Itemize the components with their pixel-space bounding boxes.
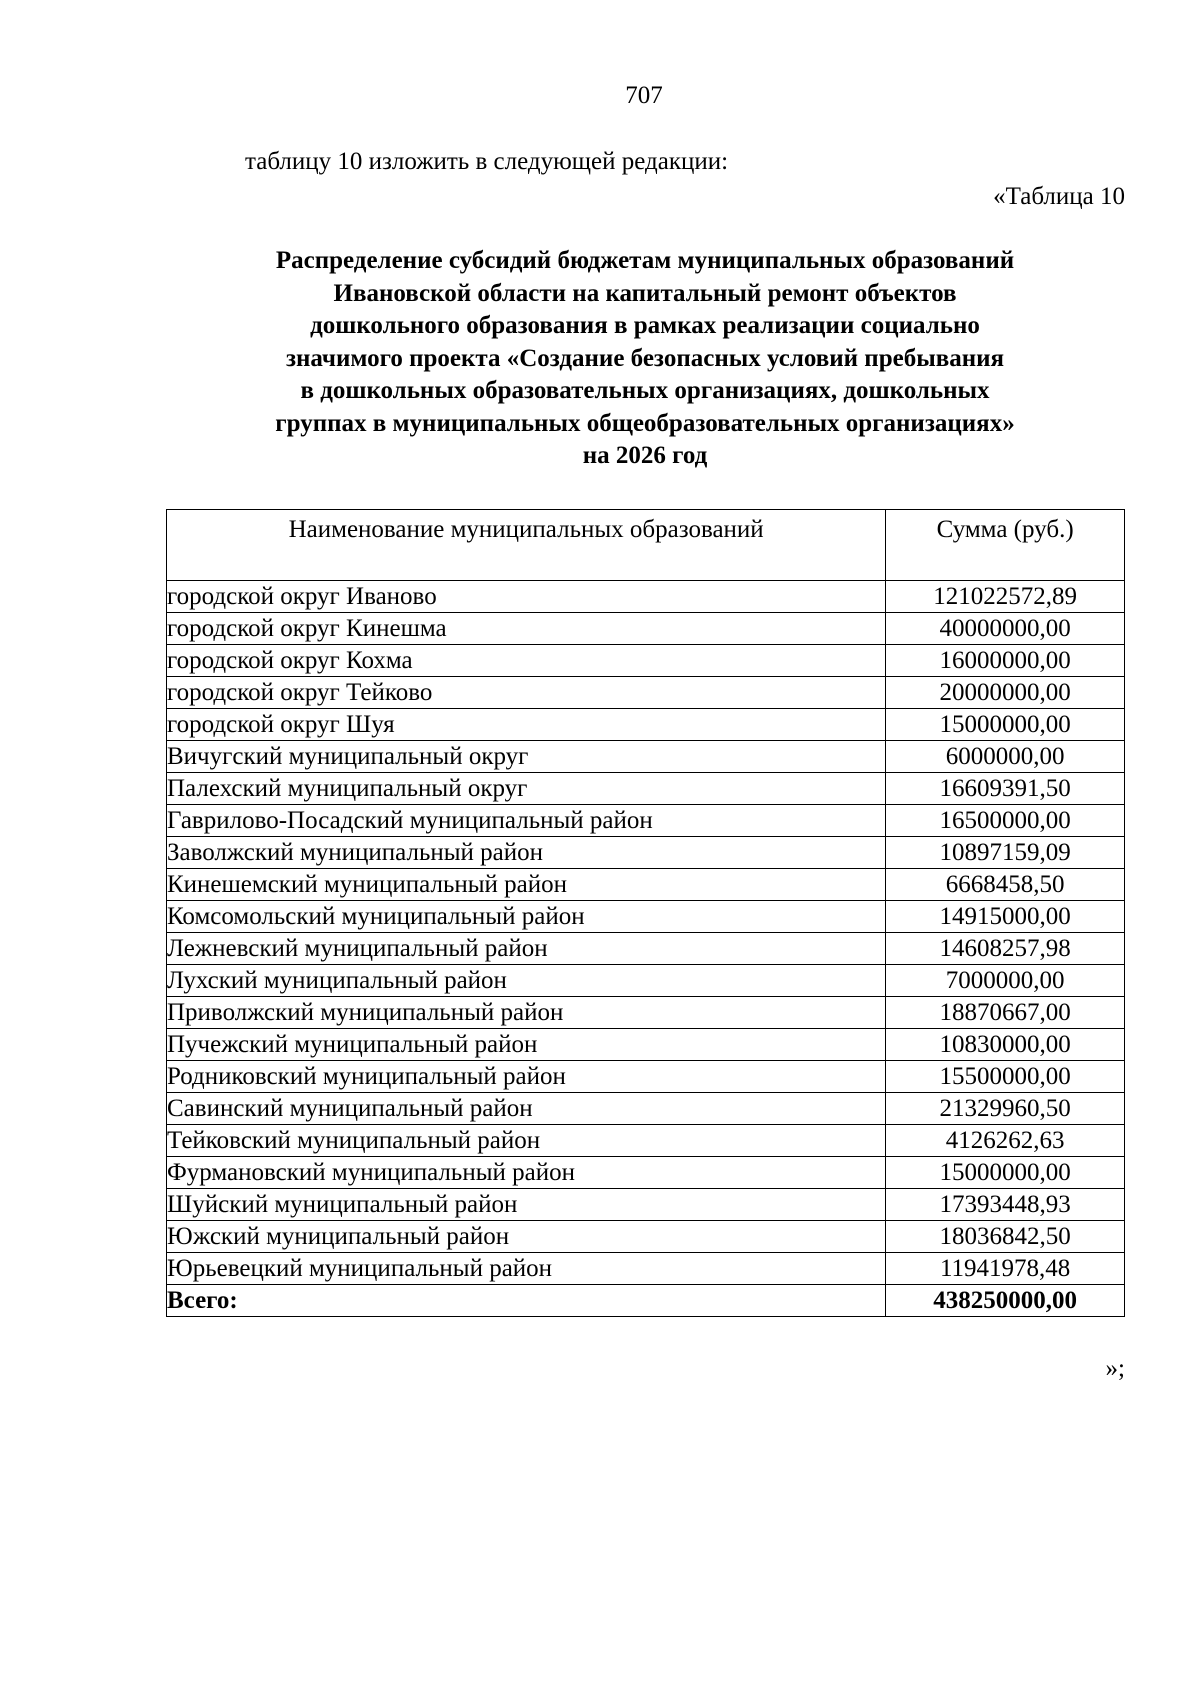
subsidy-amount: 18036842,50	[886, 1221, 1125, 1253]
header-name: Наименование муниципальных образований	[167, 510, 886, 581]
title-line: на 2026 год	[582, 442, 708, 469]
municipality-name: Кинешемский муниципальный район	[167, 869, 886, 901]
title-line: Ивановской области на капитальный ремонт объектов	[333, 279, 957, 307]
subsidy-amount: 10830000,00	[886, 1029, 1125, 1061]
table-row	[167, 1157, 1125, 1189]
table-row	[167, 869, 1125, 901]
municipality-name: Савинский муниципальный район	[167, 1093, 886, 1125]
subsidy-amount: 10897159,09	[886, 837, 1125, 869]
subsidy-amount: 7000000,00	[886, 965, 1125, 997]
title-line: группах в муниципальных общеобразовательных организациях»	[275, 409, 1015, 437]
table-row	[167, 997, 1125, 1029]
table-body	[167, 581, 1125, 1317]
municipality-name: городской округ Иваново	[167, 581, 886, 613]
table-row	[167, 645, 1125, 677]
subsidy-amount: 15000000,00	[886, 1157, 1125, 1189]
table-row	[167, 837, 1125, 869]
municipality-name: Палехский муниципальный округ	[167, 773, 886, 805]
municipality-name: Юрьевецкий муниципальный район	[167, 1253, 886, 1285]
municipality-name: городской округ Кохма	[167, 645, 886, 677]
subsidy-amount: 21329960,50	[886, 1093, 1125, 1125]
title-line: дошкольного образования в рамках реализации социально	[310, 312, 980, 339]
subsidy-amount: 121022572,89	[886, 581, 1125, 613]
municipality-name: городской округ Кинешма	[167, 613, 886, 645]
table-row	[167, 933, 1125, 965]
title-line: Распределение субсидий бюджетам муниципальных образований	[275, 247, 1015, 274]
municipality-name: Фурмановский муниципальный район	[167, 1157, 886, 1189]
title-line: значимого проекта «Создание безопасных условий пребывания	[285, 344, 1005, 372]
table-row	[167, 805, 1125, 837]
table-row	[167, 1061, 1125, 1093]
page-number: 707	[625, 82, 663, 109]
subsidy-amount: 6668458,50	[886, 869, 1125, 901]
table-header-row	[167, 510, 1125, 581]
municipality-name: Заволжский муниципальный район	[167, 837, 886, 869]
subsidy-amount: 20000000,00	[886, 677, 1125, 709]
table-row	[167, 965, 1125, 997]
header-sum: Сумма (руб.)	[886, 510, 1125, 581]
table-row	[167, 709, 1125, 741]
subsidy-amount: 40000000,00	[886, 613, 1125, 645]
municipality-name: Гаврилово-Посадский муниципальный район	[167, 805, 886, 837]
municipality-name: Приволжский муниципальный район	[167, 997, 886, 1029]
table-row	[167, 773, 1125, 805]
municipality-name: Родниковский муниципальный район	[167, 1061, 886, 1093]
table-row	[167, 741, 1125, 773]
municipality-name: Лежневский муниципальный район	[167, 933, 886, 965]
document-title	[160, 245, 1130, 473]
municipality-name: Вичугский муниципальный округ	[167, 741, 886, 773]
table-row	[167, 677, 1125, 709]
subsidy-amount: 15000000,00	[886, 709, 1125, 741]
table-row	[167, 1221, 1125, 1253]
subsidy-amount: 11941978,48	[886, 1253, 1125, 1285]
subsidy-amount: 15500000,00	[886, 1061, 1125, 1093]
table-row	[167, 613, 1125, 645]
intro-text: таблицу 10 изложить в следующей редакции:	[245, 148, 729, 175]
total-row	[167, 1285, 1125, 1317]
municipality-name: Южский муниципальный район	[167, 1221, 886, 1253]
subsidy-amount: 4126262,63	[886, 1125, 1125, 1157]
table-row	[167, 1189, 1125, 1221]
subsidy-amount: 14915000,00	[886, 901, 1125, 933]
subsidy-amount: 17393448,93	[886, 1189, 1125, 1221]
municipality-name: Шуйский муниципальный район	[167, 1189, 886, 1221]
title-line: в дошкольных образовательных организациях, дошкольных	[300, 377, 990, 404]
subsidy-amount: 18870667,00	[886, 997, 1125, 1029]
municipality-name: Лухский муниципальный район	[167, 965, 886, 997]
table-reference: «Таблица 10	[993, 183, 1125, 210]
table-row	[167, 1029, 1125, 1061]
subsidy-amount: 16500000,00	[886, 805, 1125, 837]
table-row	[167, 581, 1125, 613]
total-amount: 438250000,00	[886, 1285, 1125, 1317]
municipality-name: Пучежский муниципальный район	[167, 1029, 886, 1061]
subsidy-amount: 16609391,50	[886, 773, 1125, 805]
subsidy-amount: 6000000,00	[886, 741, 1125, 773]
table-row	[167, 1253, 1125, 1285]
municipality-name: городской округ Тейково	[167, 677, 886, 709]
closing-quote: »;	[1105, 1355, 1125, 1382]
subsidy-table	[166, 509, 1125, 1317]
total-label: Всего:	[167, 1285, 886, 1317]
municipality-name: Комсомольский муниципальный район	[167, 901, 886, 933]
subsidy-amount: 14608257,98	[886, 933, 1125, 965]
table-row	[167, 901, 1125, 933]
municipality-name: Тейковский муниципальный район	[167, 1125, 886, 1157]
subsidy-amount: 16000000,00	[886, 645, 1125, 677]
table-row	[167, 1093, 1125, 1125]
municipality-name: городской округ Шуя	[167, 709, 886, 741]
table-row	[167, 1125, 1125, 1157]
